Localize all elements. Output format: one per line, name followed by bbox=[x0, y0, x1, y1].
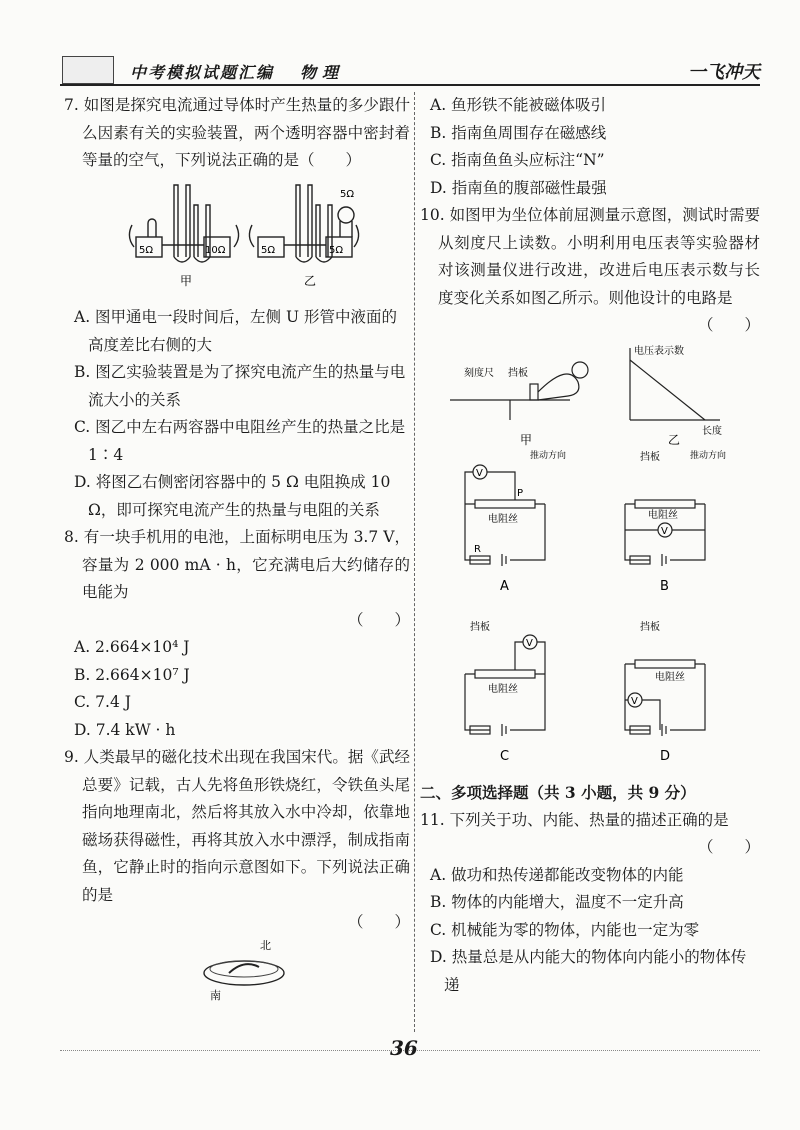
q9-option-b: B. 指南鱼周围存在磁感线 bbox=[430, 123, 607, 142]
circuit-a-v: V bbox=[476, 467, 483, 479]
series-title: 中考模拟试题汇编 bbox=[130, 63, 275, 82]
q11-option-b: B. 物体的内能增大，温度不一定升高 bbox=[430, 893, 684, 911]
compass-fish-icon bbox=[229, 964, 259, 973]
circuit-d-v: V bbox=[631, 695, 638, 707]
q11-option-d: D. 热量总是从内能大的物体向内能小的物体传递 bbox=[430, 948, 747, 994]
fig10-ruler: 刻度尺 bbox=[464, 367, 494, 379]
circuit-b-wire: 电阻丝 bbox=[648, 509, 678, 521]
q7-option-d: D. 将图乙右侧密闭容器中的 5 Ω 电阻换成 10 Ω，即可探究电流产生的热量与电阻的关系 bbox=[74, 473, 391, 519]
section2-title: 二、多项选择题（共 3 小题，共 9 分） bbox=[420, 783, 696, 802]
q9-blank: （ ） bbox=[347, 913, 410, 931]
circuit-a-p: P bbox=[517, 487, 524, 499]
fig9-south: 南 bbox=[210, 988, 221, 1002]
q7-figure bbox=[64, 175, 410, 295]
circuit-d-label: D bbox=[660, 748, 671, 764]
fig7-r5a: 5Ω bbox=[139, 244, 154, 256]
circuit-b-label: B bbox=[660, 578, 669, 594]
column-divider bbox=[414, 92, 415, 1032]
fig10-y-axis: 电压表示数 bbox=[634, 345, 684, 357]
q9-option-c: C. 指南鱼鱼头应标注“N” bbox=[430, 151, 605, 169]
q8-option-b: B. 2.664×10⁷ J bbox=[74, 665, 190, 684]
fig7-r5top: 5Ω bbox=[340, 188, 355, 200]
fig10-yi: 乙 bbox=[668, 432, 681, 447]
circuit-a-r: R bbox=[474, 543, 481, 555]
header-logo-icon bbox=[62, 56, 114, 84]
q11-stem: 11. 下列关于功、内能、热量的描述正确的是 bbox=[420, 810, 729, 829]
circuit-c-wire: 电阻丝 bbox=[488, 683, 518, 695]
q9-figure bbox=[64, 937, 410, 1007]
fig7-yi: 乙 bbox=[304, 273, 317, 288]
q10-figure bbox=[420, 340, 760, 770]
circuit-c-label: C bbox=[500, 748, 510, 764]
q9-option-d: D. 指南鱼的腹部磁性最强 bbox=[430, 178, 607, 197]
fig10-x-axis: 长度 bbox=[702, 425, 722, 437]
q8-option-c: C. 7.4 J bbox=[74, 693, 131, 711]
q8-stem: 8. 有一块手机用的电池，上面标明电压为 3.7 V，容量为 2 000 mA · h，它充满电后大约储存的电能为 bbox=[64, 528, 410, 601]
page-number: 36 bbox=[390, 1036, 418, 1060]
q9-option-a: A. 鱼形铁不能被磁体吸引 bbox=[430, 96, 607, 114]
q8-blank: （ ） bbox=[347, 610, 410, 629]
subject-title: 物理 bbox=[300, 63, 345, 82]
fig9-north: 北 bbox=[260, 938, 271, 952]
fig7-r5c: 5Ω bbox=[329, 244, 344, 256]
q7-stem: 7. 如图是探究电流通过导体时产生热量的多少跟什么因素有关的实验装置，两个透明容器中密封着等量的空气，下列说法正确的是（ ） bbox=[64, 96, 410, 169]
q11-option-c: C. 机械能为零的物体，内能也一定为零 bbox=[430, 920, 700, 939]
q7-option-c: C. 图乙中左右两容器中电阻丝产生的热量之比是 1∶4 bbox=[74, 418, 406, 464]
fig7-r5b: 5Ω bbox=[261, 244, 276, 256]
fig10-yi-graph bbox=[630, 348, 720, 420]
circuit-c-baffle: 挡板 bbox=[470, 621, 490, 633]
brand-logo: 一飞冲天 bbox=[688, 62, 760, 83]
circuit-b-v: V bbox=[661, 525, 668, 537]
right-column bbox=[420, 92, 760, 999]
fig10-baffle: 挡板 bbox=[508, 367, 528, 379]
circuit-b-push: 推动方向 bbox=[690, 450, 727, 461]
left-column bbox=[64, 92, 410, 1016]
circuit-c-v: V bbox=[526, 637, 533, 649]
q11-option-a: A. 做功和热传递都能改变物体的内能 bbox=[430, 865, 684, 884]
q7-option-a: A. 图甲通电一段时间后，左侧 U 形管中液面的高度差比右侧的大 bbox=[74, 308, 397, 354]
circuit-d-baffle: 挡板 bbox=[640, 621, 660, 633]
circuit-a-wire: 电阻丝 bbox=[488, 513, 518, 525]
circuit-a-label: A bbox=[500, 578, 509, 594]
circuit-b-baffle: 挡板 bbox=[640, 451, 660, 463]
q9-stem: 9. 人类最早的磁化技术出现在我国宋代。据《武经总要》记载，古人先将鱼形铁烧红，令铁鱼头尾指向地理南北，然后将其放入水中冷却，依靠地磁场获得磁性，再将其放入水中漂浮，制成指南鱼，它静止时的指向示意图如下。下列说法正确的是 bbox=[64, 748, 410, 904]
fig7-jia: 甲 bbox=[180, 273, 193, 288]
u-tube-left bbox=[174, 185, 190, 257]
fig7-r10: 10Ω bbox=[205, 244, 226, 256]
fig10-jia: 甲 bbox=[520, 432, 533, 447]
q7-option-b: B. 图乙实验装置是为了探究电流产生的热量与电流大小的关系 bbox=[74, 363, 406, 409]
q8-option-a: A. 2.664×10⁴ J bbox=[74, 638, 190, 656]
q8-option-d: D. 7.4 kW · h bbox=[74, 720, 176, 739]
q10-stem: 10. 如图甲为坐位体前屈测量示意图，测试时需要从刻度尺上读数。小明利用电压表等实验器材对该测量仪进行改进，改进后电压表示数与长度变化关系如图乙所示。则他设计的电路是 bbox=[420, 206, 760, 307]
circuit-d-wire: 电阻丝 bbox=[655, 671, 685, 683]
q11-blank: （ ） bbox=[697, 838, 760, 856]
header-rule bbox=[60, 84, 760, 86]
circuit-a-push: 推动方向 bbox=[530, 450, 567, 461]
q10-blank: （ ） bbox=[697, 316, 760, 334]
